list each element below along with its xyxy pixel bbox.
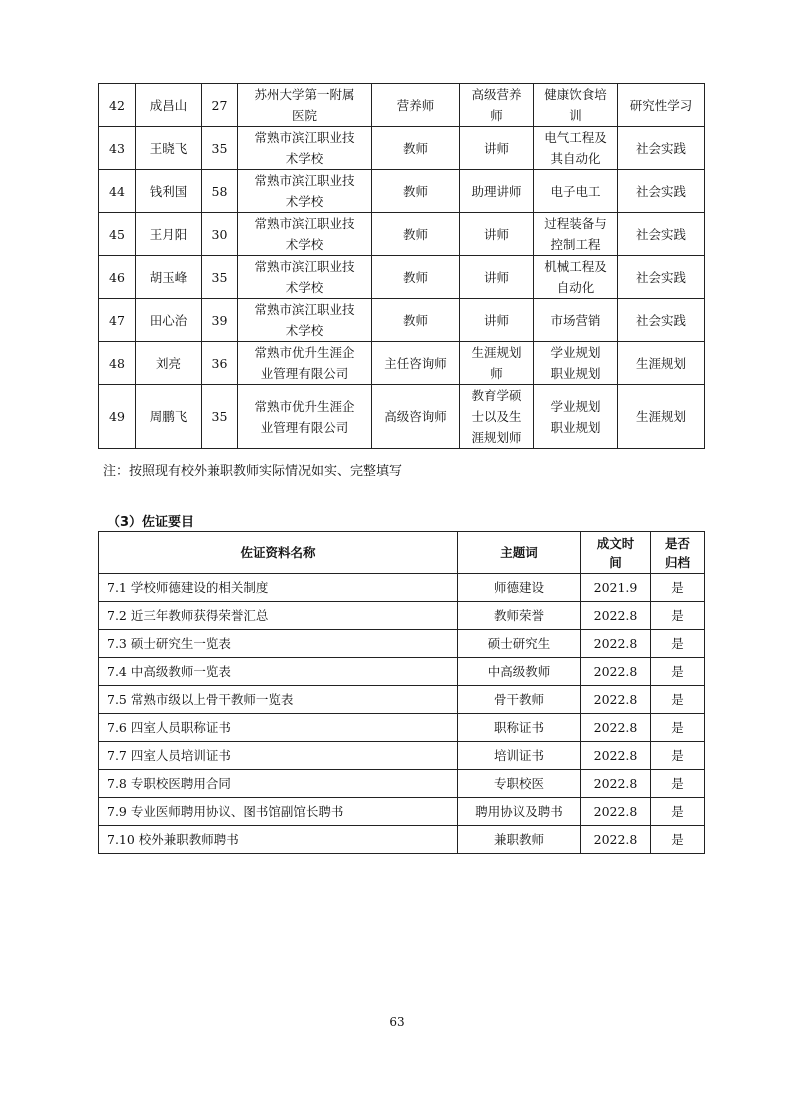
cell-organization-line: 常熟市滨江职业技 bbox=[254, 216, 355, 231]
cell-guidance-type: 社会实践 bbox=[618, 256, 705, 299]
cell-major-line: 其自动化 bbox=[550, 151, 601, 166]
cell-number: 46 bbox=[99, 256, 136, 299]
cell-evidence-name: 7.8 专职校医聘用合同 bbox=[99, 770, 458, 798]
cell-archived: 是 bbox=[651, 686, 705, 714]
cell-date: 2022.8 bbox=[581, 630, 651, 658]
cell-date: 2021.9 bbox=[581, 574, 651, 602]
cell-name: 胡玉峰 bbox=[136, 256, 202, 299]
cell-major-line: 电子电工 bbox=[550, 183, 601, 199]
cell-organization bbox=[238, 342, 372, 385]
cell-major-line: 学业规划 bbox=[550, 398, 601, 414]
cell-number: 42 bbox=[99, 84, 136, 127]
cell-organization-line: 苏州大学第一附属 bbox=[254, 87, 355, 102]
cell-major bbox=[534, 342, 618, 385]
cell-guidance-type: 社会实践 bbox=[618, 299, 705, 342]
evidence-row bbox=[99, 686, 705, 714]
cell-keyword: 聘用协议及聘书 bbox=[458, 798, 581, 826]
cell-major-line: 过程装备与 bbox=[544, 216, 607, 231]
evidence-table bbox=[98, 531, 705, 854]
cell-name: 周鹏飞 bbox=[136, 385, 202, 449]
cell-age: 35 bbox=[202, 385, 238, 449]
cell-title bbox=[460, 170, 534, 213]
cell-keyword: 中高级教师 bbox=[458, 658, 581, 686]
cell-date: 2022.8 bbox=[581, 714, 651, 742]
cell-archived: 是 bbox=[651, 574, 705, 602]
cell-organization-line: 术学校 bbox=[285, 237, 324, 252]
teacher-row bbox=[99, 385, 705, 449]
cell-date: 2022.8 bbox=[581, 770, 651, 798]
cell-keyword: 培训证书 bbox=[458, 742, 581, 770]
cell-archived: 是 bbox=[651, 770, 705, 798]
cell-position bbox=[372, 342, 460, 385]
cell-title bbox=[460, 213, 534, 256]
cell-title-line: 涯规划师 bbox=[471, 430, 522, 445]
cell-name: 田心治 bbox=[136, 299, 202, 342]
cell-position-line: 主任咨询师 bbox=[384, 355, 447, 371]
cell-position-line: 营养师 bbox=[396, 97, 435, 113]
cell-major-line: 职业规划 bbox=[550, 419, 601, 435]
cell-title-line: 讲师 bbox=[483, 226, 509, 242]
teacher-row bbox=[99, 256, 705, 299]
cell-number: 49 bbox=[99, 385, 136, 449]
header-archived: 是否 归档 bbox=[651, 532, 705, 574]
cell-major bbox=[534, 127, 618, 170]
cell-guidance-type: 研究性学习 bbox=[618, 84, 705, 127]
cell-organization-line: 常熟市滨江职业技 bbox=[254, 302, 355, 317]
cell-title-line: 师 bbox=[490, 108, 503, 123]
cell-guidance-type: 社会实践 bbox=[618, 170, 705, 213]
cell-name: 王月阳 bbox=[136, 213, 202, 256]
cell-evidence-name: 7.7 四室人员培训证书 bbox=[99, 742, 458, 770]
cell-number: 43 bbox=[99, 127, 136, 170]
cell-major bbox=[534, 170, 618, 213]
teacher-row bbox=[99, 127, 705, 170]
cell-organization-line: 术学校 bbox=[285, 151, 324, 166]
cell-position bbox=[372, 256, 460, 299]
cell-guidance-type: 生涯规划 bbox=[618, 385, 705, 449]
cell-keyword: 骨干教师 bbox=[458, 686, 581, 714]
header-keyword: 主题词 bbox=[458, 532, 581, 574]
cell-age: 35 bbox=[202, 256, 238, 299]
cell-organization-line: 业管理有限公司 bbox=[260, 366, 349, 381]
page-number: 63 bbox=[389, 1015, 405, 1029]
cell-age: 58 bbox=[202, 170, 238, 213]
cell-organization-line: 常熟市优升生涯企 bbox=[254, 398, 355, 414]
cell-title-line: 讲师 bbox=[483, 269, 509, 285]
cell-position bbox=[372, 170, 460, 213]
cell-archived: 是 bbox=[651, 826, 705, 854]
teacher-row bbox=[99, 213, 705, 256]
cell-organization-line: 医院 bbox=[291, 108, 317, 123]
part-time-teachers-table bbox=[98, 83, 705, 449]
evidence-row bbox=[99, 574, 705, 602]
cell-title bbox=[460, 127, 534, 170]
cell-organization bbox=[238, 385, 372, 449]
cell-organization bbox=[238, 84, 372, 127]
cell-position bbox=[372, 385, 460, 449]
cell-evidence-name: 7.4 中高级教师一览表 bbox=[99, 658, 458, 686]
cell-age: 30 bbox=[202, 213, 238, 256]
cell-archived: 是 bbox=[651, 714, 705, 742]
cell-major-line: 健康饮食培 bbox=[544, 87, 607, 102]
cell-position bbox=[372, 213, 460, 256]
cell-major-line: 自动化 bbox=[556, 280, 595, 295]
cell-title bbox=[460, 342, 534, 385]
cell-major-line: 市场营销 bbox=[550, 312, 601, 328]
header-name: 佐证资料名称 bbox=[99, 532, 458, 574]
cell-name: 钱利国 bbox=[136, 170, 202, 213]
cell-major bbox=[534, 256, 618, 299]
cell-evidence-name: 7.2 近三年教师获得荣誉汇总 bbox=[99, 602, 458, 630]
cell-major-line: 控制工程 bbox=[550, 237, 601, 252]
evidence-row bbox=[99, 630, 705, 658]
cell-date: 2022.8 bbox=[581, 658, 651, 686]
cell-archived: 是 bbox=[651, 630, 705, 658]
cell-title bbox=[460, 256, 534, 299]
cell-title-line: 士以及生 bbox=[471, 409, 522, 424]
cell-organization-line: 术学校 bbox=[285, 323, 324, 338]
cell-number: 44 bbox=[99, 170, 136, 213]
cell-evidence-name: 7.5 常熟市级以上骨干教师一览表 bbox=[99, 686, 458, 714]
evidence-row bbox=[99, 742, 705, 770]
cell-organization-line: 常熟市滨江职业技 bbox=[254, 130, 355, 145]
cell-age: 39 bbox=[202, 299, 238, 342]
cell-position-line: 教师 bbox=[402, 226, 428, 242]
cell-organization bbox=[238, 256, 372, 299]
cell-name: 刘亮 bbox=[136, 342, 202, 385]
cell-date: 2022.8 bbox=[581, 798, 651, 826]
evidence-row bbox=[99, 714, 705, 742]
cell-guidance-type: 生涯规划 bbox=[618, 342, 705, 385]
evidence-row bbox=[99, 826, 705, 854]
cell-position-line: 教师 bbox=[402, 312, 428, 328]
cell-title-line: 讲师 bbox=[483, 312, 509, 328]
cell-major-line: 学业规划 bbox=[550, 345, 601, 360]
cell-date: 2022.8 bbox=[581, 602, 651, 630]
evidence-header-row bbox=[99, 532, 705, 574]
cell-title-line: 教育学硕 bbox=[471, 388, 522, 403]
cell-keyword: 师德建设 bbox=[458, 574, 581, 602]
cell-major bbox=[534, 299, 618, 342]
cell-organization-line: 常熟市优升生涯企 bbox=[254, 345, 355, 360]
cell-position-line: 教师 bbox=[402, 183, 428, 199]
cell-position-line: 教师 bbox=[402, 140, 428, 156]
cell-number: 47 bbox=[99, 299, 136, 342]
evidence-row bbox=[99, 798, 705, 826]
table-note: 注：按照现有校外兼职教师实际情况如实、完整填写 bbox=[103, 464, 403, 479]
cell-evidence-name: 7.1 学校师德建设的相关制度 bbox=[99, 574, 458, 602]
cell-organization-line: 常熟市滨江职业技 bbox=[254, 259, 355, 274]
evidence-row bbox=[99, 770, 705, 798]
cell-evidence-name: 7.10 校外兼职教师聘书 bbox=[99, 826, 458, 854]
teacher-row bbox=[99, 84, 705, 127]
cell-age: 27 bbox=[202, 84, 238, 127]
cell-position-line: 教师 bbox=[402, 269, 428, 285]
cell-organization-line: 术学校 bbox=[285, 194, 324, 209]
evidence-row bbox=[99, 658, 705, 686]
teacher-row bbox=[99, 170, 705, 213]
cell-keyword: 教师荣誉 bbox=[458, 602, 581, 630]
teacher-row bbox=[99, 342, 705, 385]
cell-number: 48 bbox=[99, 342, 136, 385]
cell-date: 2022.8 bbox=[581, 742, 651, 770]
teacher-row bbox=[99, 299, 705, 342]
cell-organization-line: 常熟市滨江职业技 bbox=[254, 173, 355, 188]
cell-title-line: 师 bbox=[490, 366, 503, 381]
cell-position bbox=[372, 127, 460, 170]
cell-title bbox=[460, 385, 534, 449]
cell-major bbox=[534, 84, 618, 127]
cell-evidence-name: 7.3 硕士研究生一览表 bbox=[99, 630, 458, 658]
cell-age: 35 bbox=[202, 127, 238, 170]
cell-evidence-name: 7.6 四室人员职称证书 bbox=[99, 714, 458, 742]
cell-date: 2022.8 bbox=[581, 686, 651, 714]
cell-number: 45 bbox=[99, 213, 136, 256]
cell-keyword: 专职校医 bbox=[458, 770, 581, 798]
cell-organization bbox=[238, 213, 372, 256]
cell-archived: 是 bbox=[651, 742, 705, 770]
cell-title bbox=[460, 84, 534, 127]
cell-guidance-type: 社会实践 bbox=[618, 127, 705, 170]
cell-archived: 是 bbox=[651, 602, 705, 630]
cell-title-line: 讲师 bbox=[483, 140, 509, 156]
evidence-row bbox=[99, 602, 705, 630]
cell-major bbox=[534, 385, 618, 449]
cell-organization bbox=[238, 127, 372, 170]
cell-name: 王晓飞 bbox=[136, 127, 202, 170]
cell-age: 36 bbox=[202, 342, 238, 385]
cell-keyword: 兼职教师 bbox=[458, 826, 581, 854]
cell-archived: 是 bbox=[651, 658, 705, 686]
cell-organization-line: 术学校 bbox=[285, 280, 324, 295]
cell-organization bbox=[238, 170, 372, 213]
cell-position bbox=[372, 84, 460, 127]
cell-position-line: 高级咨询师 bbox=[384, 409, 447, 424]
section-title: （3）佐证要目 bbox=[107, 515, 195, 530]
cell-date: 2022.8 bbox=[581, 826, 651, 854]
cell-title-line: 助理讲师 bbox=[471, 183, 522, 199]
cell-guidance-type: 社会实践 bbox=[618, 213, 705, 256]
cell-organization-line: 业管理有限公司 bbox=[260, 419, 349, 435]
cell-title bbox=[460, 299, 534, 342]
cell-evidence-name: 7.9 专业医师聘用协议、图书馆副馆长聘书 bbox=[99, 798, 458, 826]
cell-organization bbox=[238, 299, 372, 342]
cell-keyword: 硕士研究生 bbox=[458, 630, 581, 658]
cell-name: 成昌山 bbox=[136, 84, 202, 127]
header-date: 成文时 间 bbox=[581, 532, 651, 574]
cell-keyword: 职称证书 bbox=[458, 714, 581, 742]
cell-major bbox=[534, 213, 618, 256]
cell-major-line: 训 bbox=[569, 108, 582, 123]
cell-major-line: 电气工程及 bbox=[544, 130, 607, 145]
cell-major-line: 机械工程及 bbox=[544, 259, 607, 274]
cell-title-line: 高级营养 bbox=[471, 87, 522, 102]
cell-title-line: 生涯规划 bbox=[471, 345, 522, 360]
cell-archived: 是 bbox=[651, 798, 705, 826]
cell-position bbox=[372, 299, 460, 342]
cell-major-line: 职业规划 bbox=[550, 366, 601, 381]
